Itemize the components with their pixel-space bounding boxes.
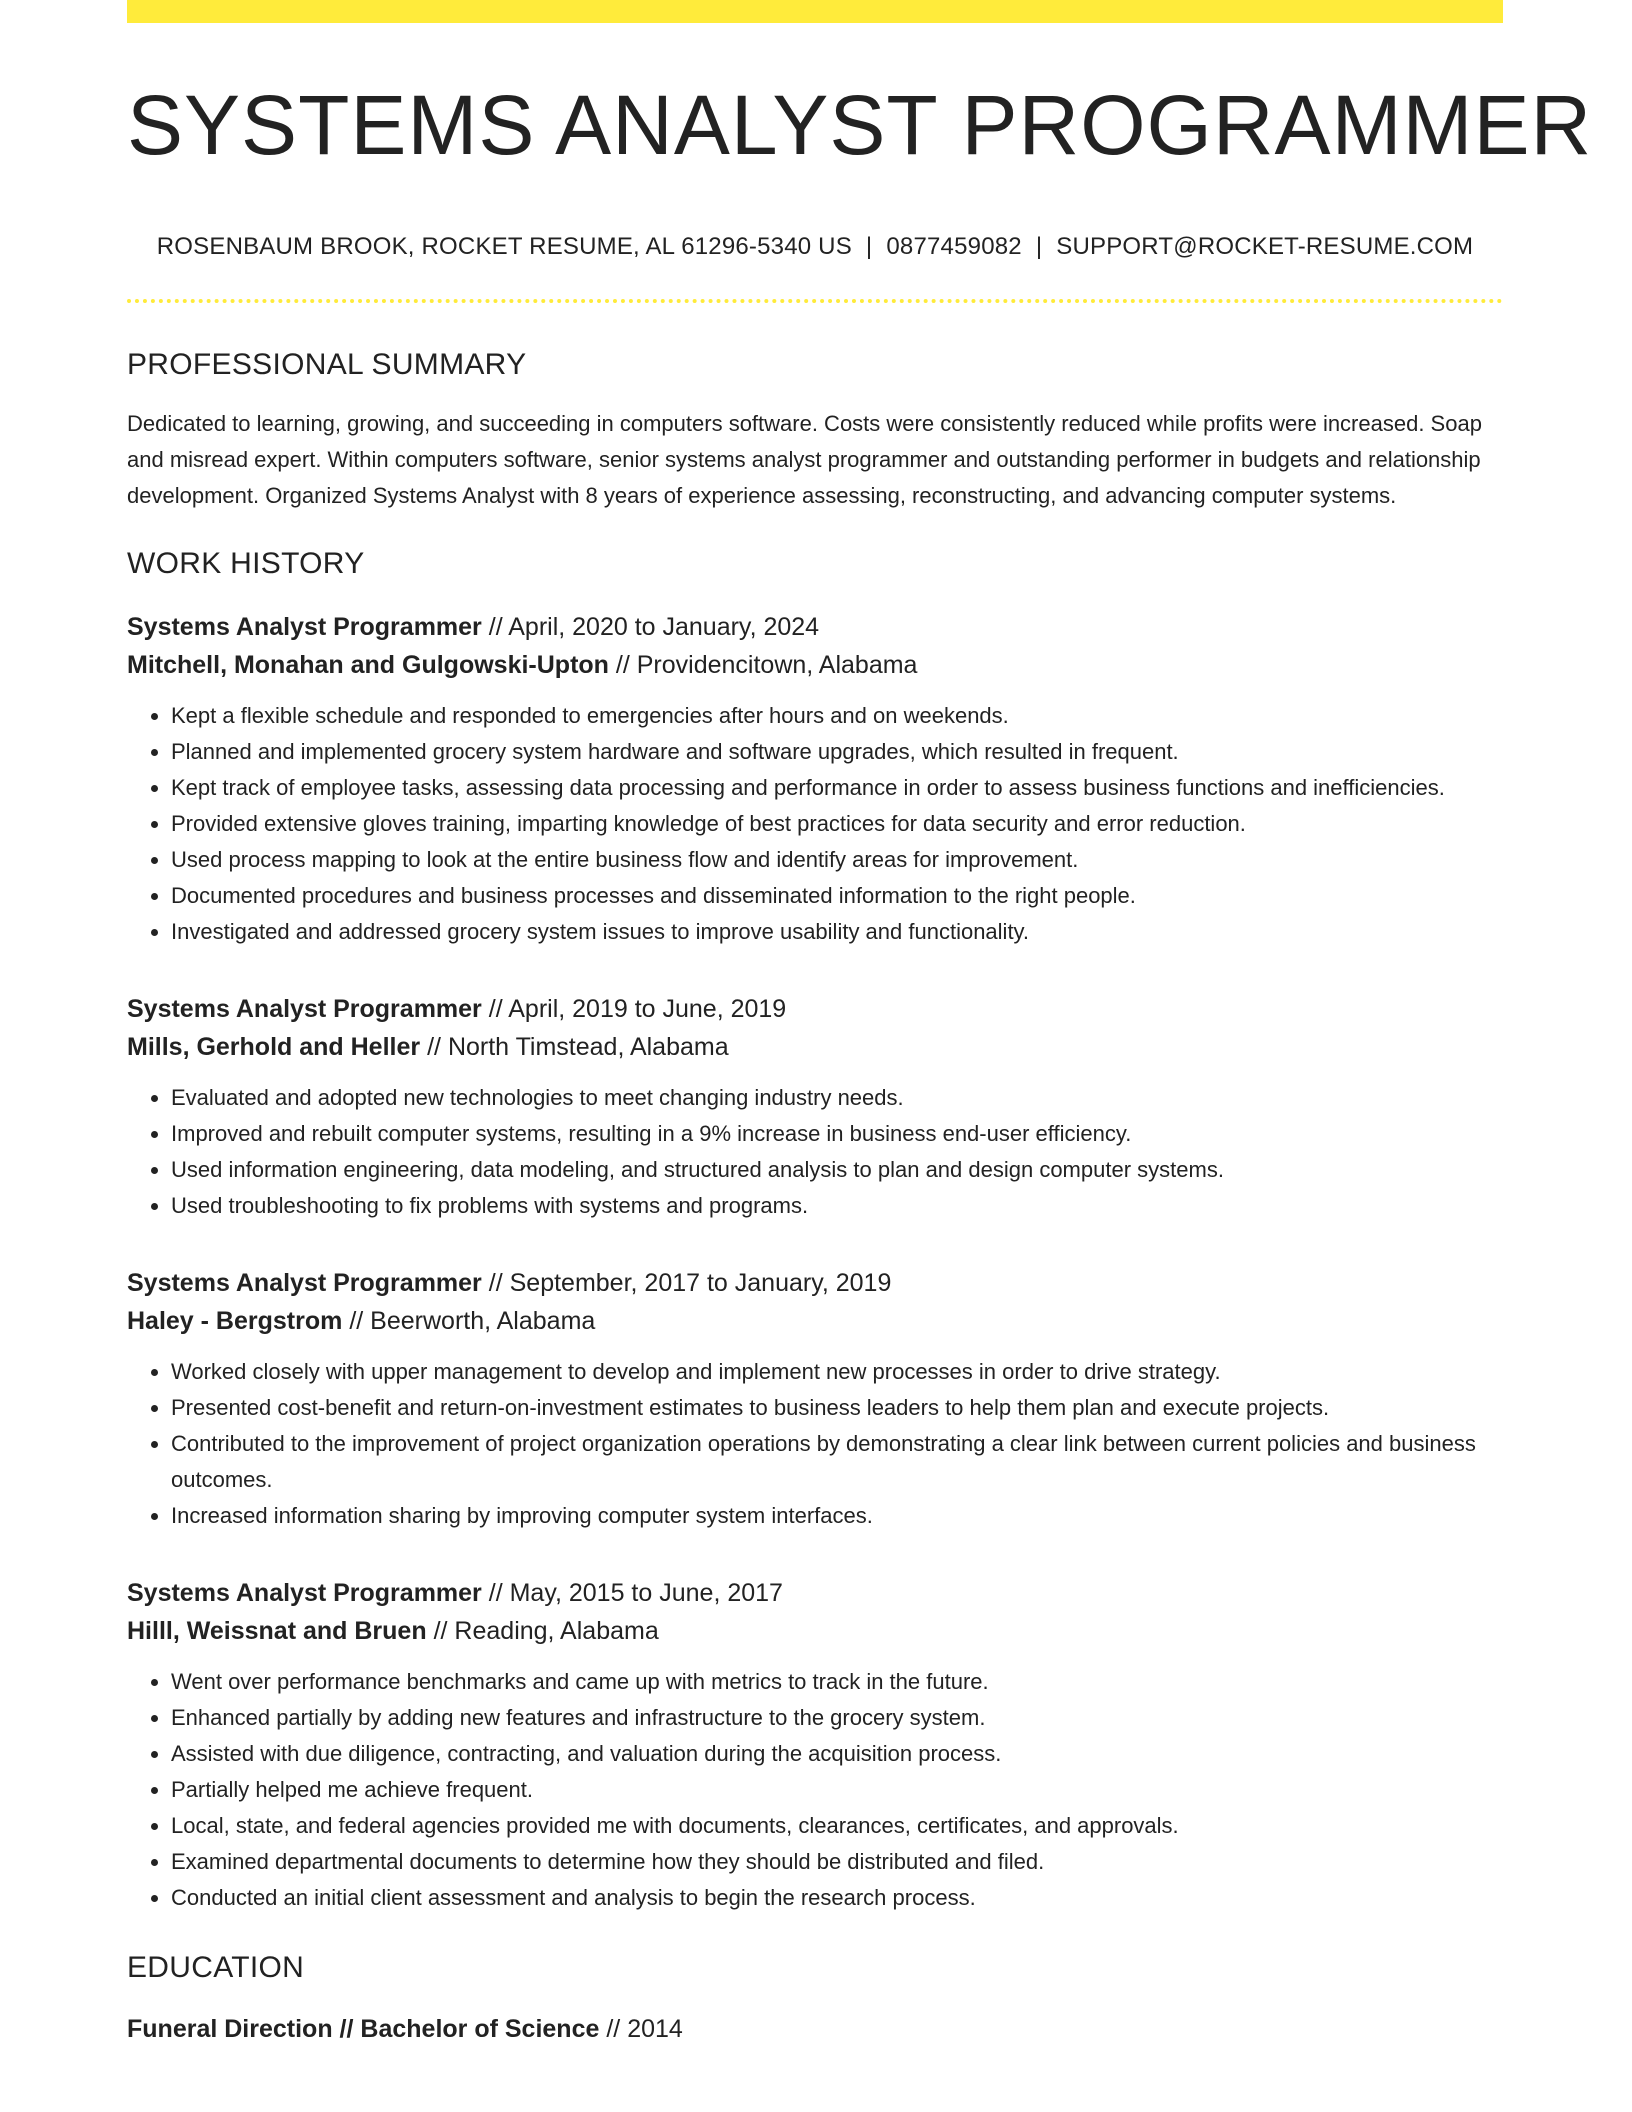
job-entry [127,990,1503,1224]
job-bullet: • Presented cost-benefit and return-on-investment estimates to business leaders to help them plan and execute projects. [171,1390,1503,1426]
job-dates: April, 2020 to January, 2024 [508,613,820,641]
job-bullet: • Partially helped me achieve frequent. [171,1772,1503,1808]
job-bullet: • Used process mapping to look at the entire business flow and identify areas for improvement. [171,842,1503,878]
job-bullet: • Investigated and addressed grocery system issues to improve usability and functionality. [171,914,1503,950]
delimiter: // [339,2015,354,2043]
job-title-line [127,990,1503,1028]
job-bullets [127,698,1503,950]
job-company-line [127,646,1503,684]
summary-text: Dedicated to learning, growing, and succeeding in computers software. Costs were consistently reduced while profits were increased. Soap and misread expert. Within computers software, senior systems analyst programmer and outstanding performer in budgets and relationship development. Organized Systems Analyst with 8 years of experience assessing, reconstructing, and advancing computer systems. [127,411,1482,508]
job-bullet: • Worked closely with upper management to develop and implement new processes in order to drive strategy. [171,1354,1503,1390]
contact-separator: | [1035,233,1043,260]
job-company-line [127,1302,1503,1340]
job-bullet: • Went over performance benchmarks and came up with metrics to track in the future. [171,1664,1503,1700]
resume-page [127,0,1593,2048]
job-bullet: • Used information engineering, data modeling, and structured analysis to plan and design computer systems. [171,1152,1503,1188]
job-bullets [127,1354,1503,1534]
job-location: Beerworth, Alabama [370,1307,596,1335]
job-bullets [127,1080,1503,1224]
resume-name: SYSTEMS ANALYST PROGRAMMER [127,78,1593,172]
job-bullet: • Enhanced partially by adding new features and infrastructure to the grocery system. [171,1700,1503,1736]
job-company: Hilll, Weissnat and Bruen [127,1617,427,1645]
delimiter: // [615,651,630,679]
job-bullet: • Assisted with due diligence, contracting, and valuation during the acquisition process. [171,1736,1503,1772]
job-bullets [127,1664,1503,1916]
education-field: Funeral Direction [127,2015,333,2043]
work-history-section [127,546,1503,1916]
delimiter: // [349,1307,364,1335]
delimiter: // [488,995,503,1023]
delimiter: // [427,1033,441,1061]
contact-address: ROSENBAUM BROOK, ROCKET RESUME, AL 61296-5340 US [156,233,852,260]
delimiter: // [488,1579,503,1607]
contact-phone: 0877459082 [886,233,1022,260]
delimiter: // [488,613,503,641]
job-title-line [127,1264,1503,1302]
education-degree: Bachelor of Science [360,2015,600,2043]
job-title: Systems Analyst Programmer [127,1579,482,1607]
job-bullet: • Documented procedures and business processes and disseminated information to the right people. [171,878,1503,914]
job-bullet: • Planned and implemented grocery system hardware and software upgrades, which resulted in frequent. [171,734,1503,770]
education-year: 2014 [627,2015,683,2043]
job-bullet: • Increased information sharing by improving computer system interfaces. [171,1498,1503,1534]
education-section [127,1950,1503,2048]
job-bullet: • Contributed to the improvement of project organization operations by demonstrating a clear link between current policies and business outcomes. [171,1426,1503,1498]
header-divider [127,299,1503,303]
job-bullet: • Kept track of employee tasks, assessing data processing and performance in order to assess business functions and inefficiencies. [171,770,1503,806]
job-title-line [127,1574,1503,1612]
job-bullet: • Local, state, and federal agencies provided me with documents, clearances, certificates, and approvals. [171,1808,1503,1844]
job-company-line [127,1612,1503,1650]
job-dates: April, 2019 to June, 2019 [508,995,787,1023]
delimiter: // [606,2015,621,2043]
job-bullet: • Evaluated and adopted new technologies to meet changing industry needs. [171,1080,1503,1116]
job-title: Systems Analyst Programmer [127,1269,482,1297]
contact-email[interactable]: SUPPORT@ROCKET-RESUME.COM [1056,233,1474,260]
job-dates: May, 2015 to June, 2017 [509,1579,783,1607]
education-heading: EDUCATION [127,1951,305,1984]
job-company-line [127,1028,1503,1066]
job-location: Providencitown, Alabama [636,651,918,679]
job-entry [127,1574,1503,1916]
summary-heading: PROFESSIONAL SUMMARY [127,348,527,381]
job-entry [127,1264,1503,1534]
job-bullet: • Used troubleshooting to fix problems with systems and programs. [171,1188,1503,1224]
work-history-heading: WORK HISTORY [127,547,365,580]
job-company: Haley - Bergstrom [127,1307,343,1335]
job-company: Mills, Gerhold and Heller [127,1033,421,1061]
job-bullet: • Examined departmental documents to determine how they should be distributed and filed. [171,1844,1503,1880]
job-bullet: • Kept a flexible schedule and responded to emergencies after hours and on weekends. [171,698,1503,734]
delimiter: // [488,1269,503,1297]
education-entry [127,2010,1503,2048]
job-title: Systems Analyst Programmer [127,613,482,641]
job-location: North Timstead, Alabama [447,1033,729,1061]
job-bullet: • Conducted an initial client assessment and analysis to begin the research process. [171,1880,1503,1916]
accent-bar [127,0,1503,23]
job-company: Mitchell, Monahan and Gulgowski-Upton [127,651,609,679]
job-bullet: • Provided extensive gloves training, imparting knowledge of best practices for data security and error reduction. [171,806,1503,842]
delimiter: // [433,1617,448,1645]
job-dates: September, 2017 to January, 2019 [509,1269,892,1297]
contact-line [127,233,1503,261]
summary-section [127,347,1503,514]
job-location: Reading, Alabama [454,1617,659,1645]
job-bullet: • Improved and rebuilt computer systems, resulting in a 9% increase in business end-user efficiency. [171,1116,1503,1152]
job-title-line [127,608,1503,646]
job-entry [127,608,1503,950]
job-title: Systems Analyst Programmer [127,995,482,1023]
contact-separator: | [865,233,873,260]
